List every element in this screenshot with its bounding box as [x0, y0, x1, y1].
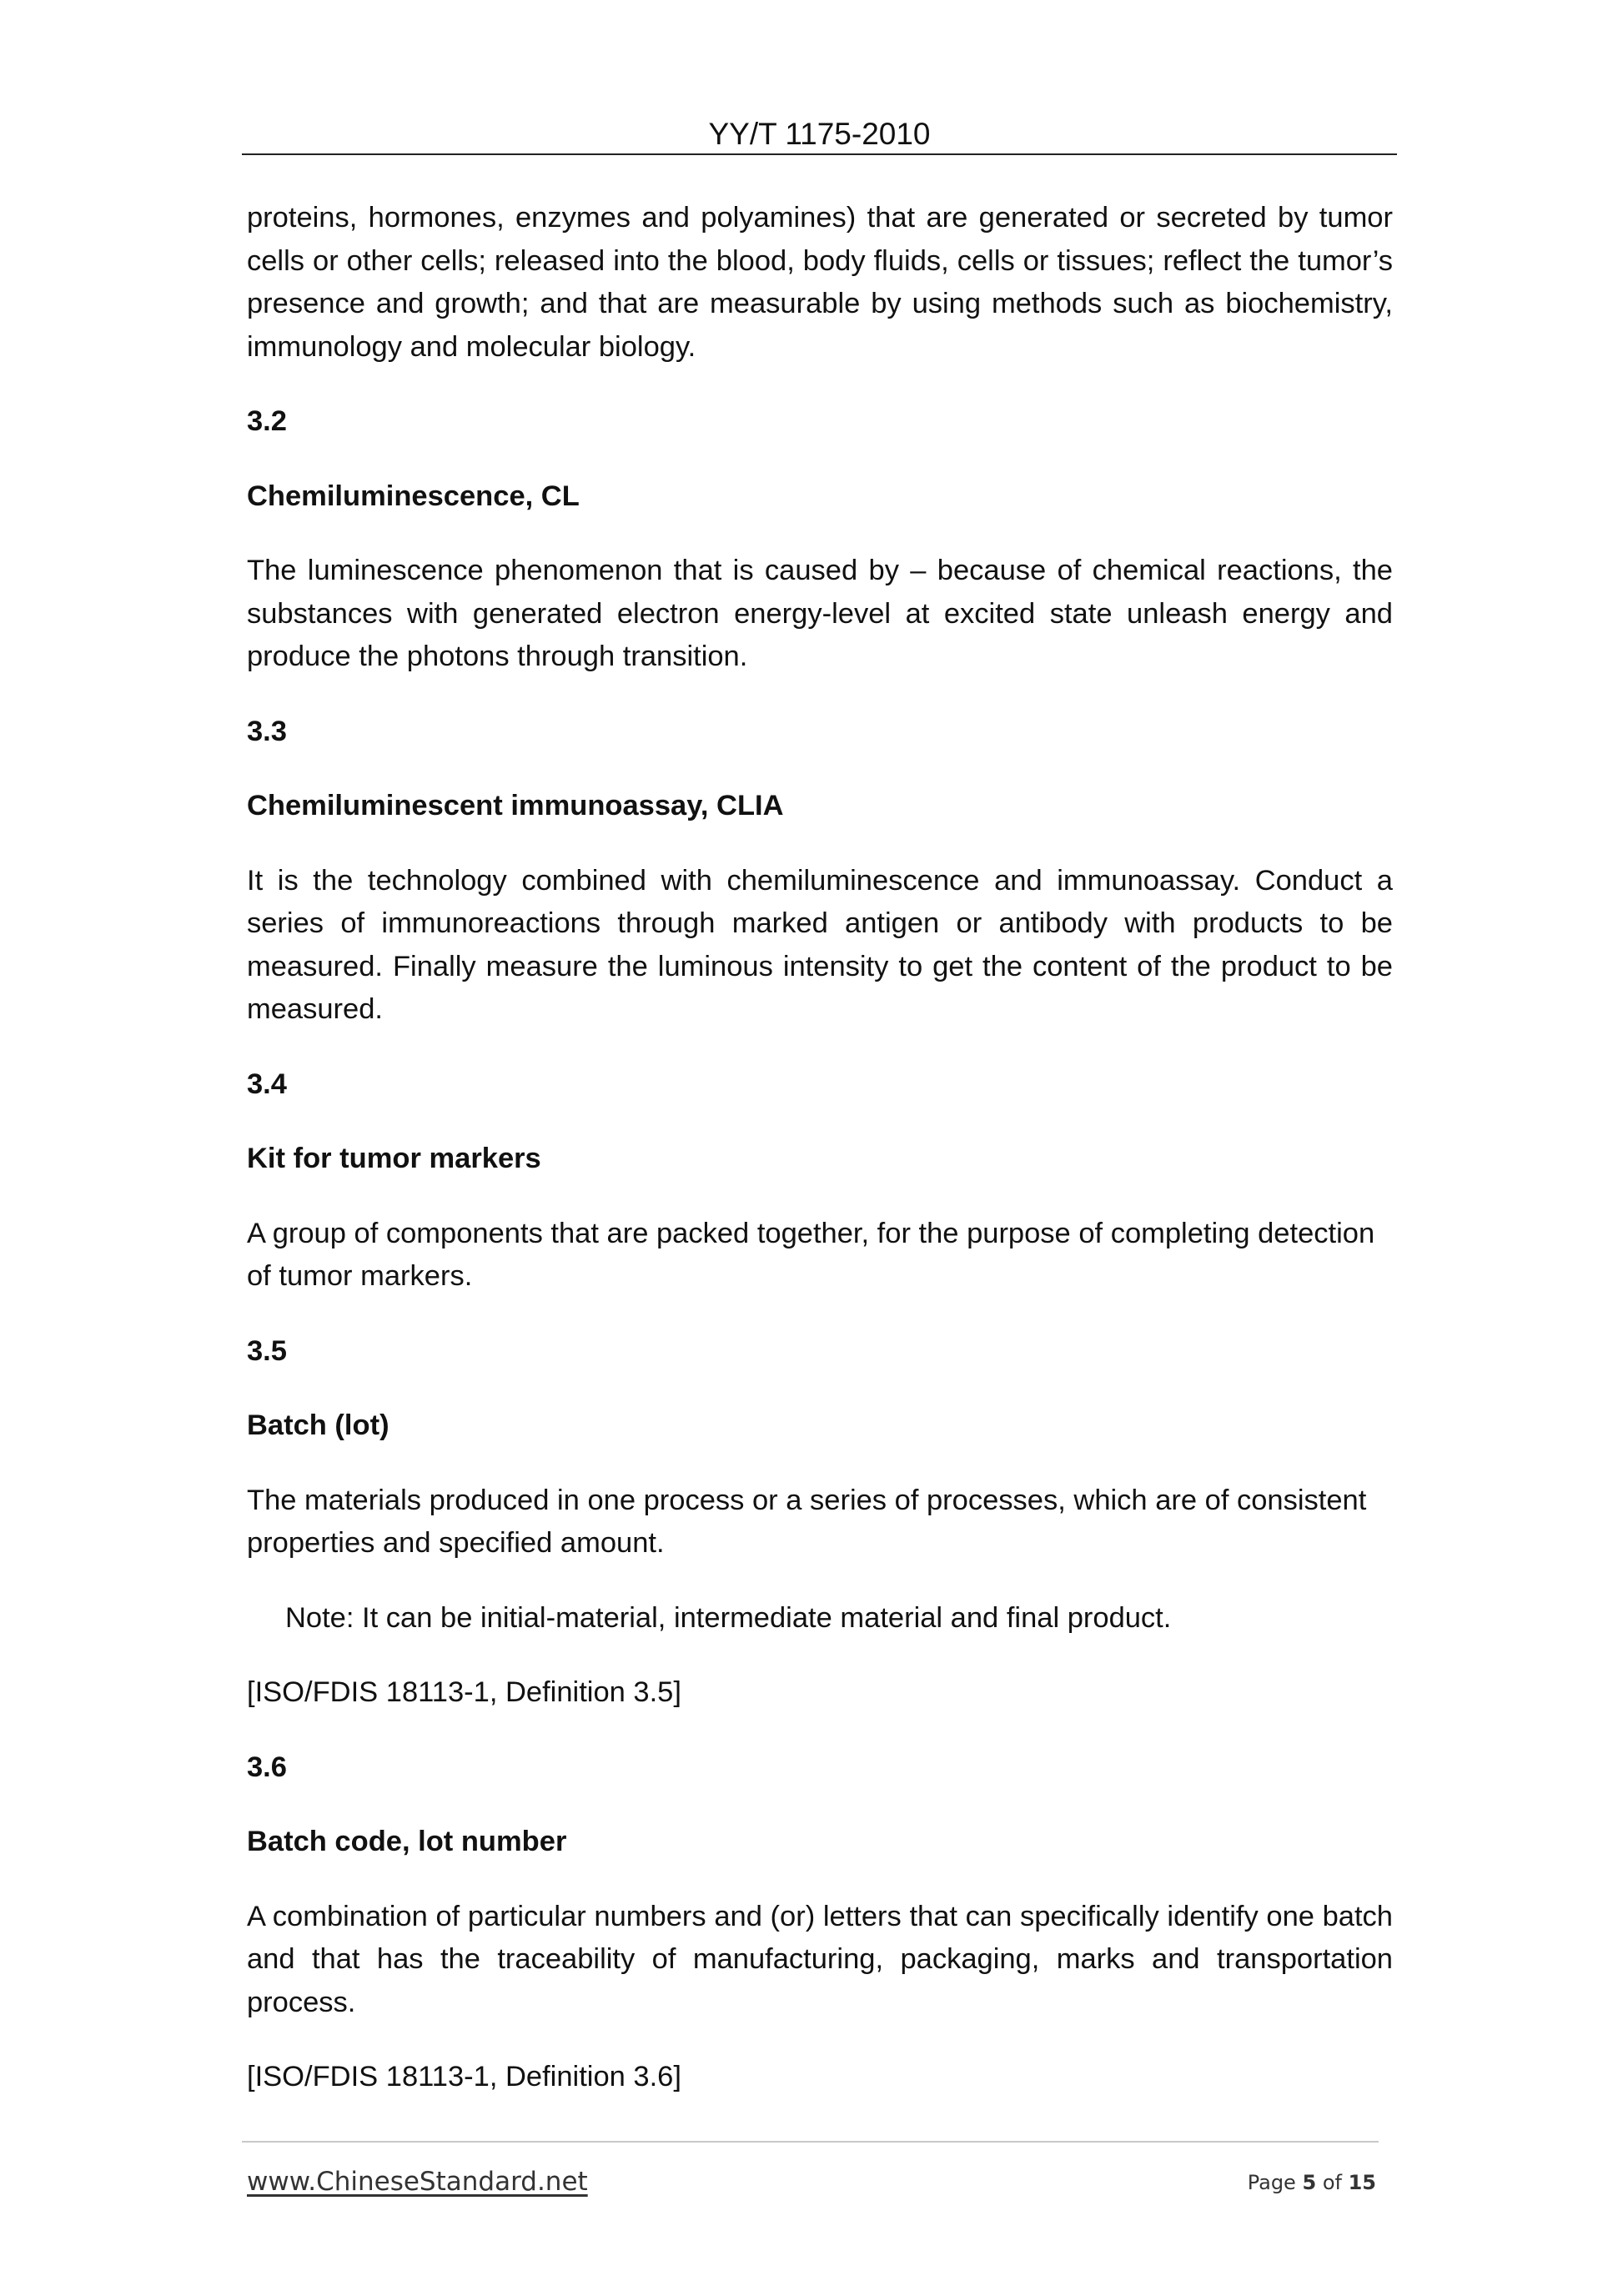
term-title-3-4: Kit for tumor markers [247, 1143, 541, 1174]
page-of: of [1322, 2171, 1342, 2194]
term-title-3-3: Chemiluminescent immunoassay, CLIA [247, 790, 784, 821]
definition-text-3-4: A group of components that are packed together, for the purpose of completing detection of tumor markers. [247, 1217, 1375, 1292]
page-current: 5 [1302, 2171, 1317, 2194]
header-divider [242, 153, 1397, 155]
note-3-5: Note: It can be initial-material, intermediate material and final product. [285, 1601, 1172, 1634]
term-title-3-2: Chemiluminescence, CL [247, 480, 580, 512]
page-number [1248, 2168, 1376, 2197]
term-title-3-5: Batch (lot) [247, 1409, 389, 1441]
page-total: 15 [1348, 2171, 1376, 2194]
clause-number-3-6: 3.6 [247, 1751, 287, 1783]
term-title-3-6: Batch code, lot number [247, 1826, 567, 1857]
footer-divider [242, 2141, 1379, 2143]
clause-number-3-4: 3.4 [247, 1068, 287, 1100]
clause-number-3-2: 3.2 [247, 405, 287, 437]
definition-text-3-2: The luminescence phenomenon that is caused by – because of chemical reactions, the substances with generated electron energy-level at excited state unleash energy and produce the photons through transition. [247, 555, 1393, 672]
clause-number-3-5: 3.5 [247, 1334, 287, 1367]
definition-text-3-6: A combination of particular numbers and (or) letters that can specifically identify one batch and that has the traceability of manufacturing, packaging, marks and transportation process. [247, 1900, 1393, 2018]
reference-3-6: [ISO/FDIS 18113-1, Definition 3.6] [247, 2061, 681, 2093]
page-content [247, 197, 1393, 2131]
definition-text-3-3: It is the technology combined with chemiluminescence and immunoassay. Conduct a series of immunoreactions through marked antigen or antibody with products to be measured. Finally measure the luminous intensity to get the content of the product to be measured. [247, 864, 1393, 1025]
paragraph-tumor-marker-definition: proteins, hormones, enzymes and polyamines) that are generated or secreted by tumor cells or other cells; released into the blood, body fluids, cells or tissues; reflect the tumor’s presence and growth; and that are measurable by using methods such as biochemistry, immunology and molecular biology. [247, 202, 1393, 363]
website-link[interactable]: www.ChineseStandard.net [247, 2167, 588, 2197]
definition-text-3-5: The materials produced in one process or a series of processes, which are of consistent properties and specified amount. [247, 1484, 1367, 1559]
clause-number-3-3: 3.3 [247, 715, 287, 747]
page-word: Page [1247, 2171, 1296, 2194]
reference-3-5: [ISO/FDIS 18113-1, Definition 3.5] [247, 1676, 681, 1708]
document-code: YY/T 1175-2010 [708, 117, 931, 151]
